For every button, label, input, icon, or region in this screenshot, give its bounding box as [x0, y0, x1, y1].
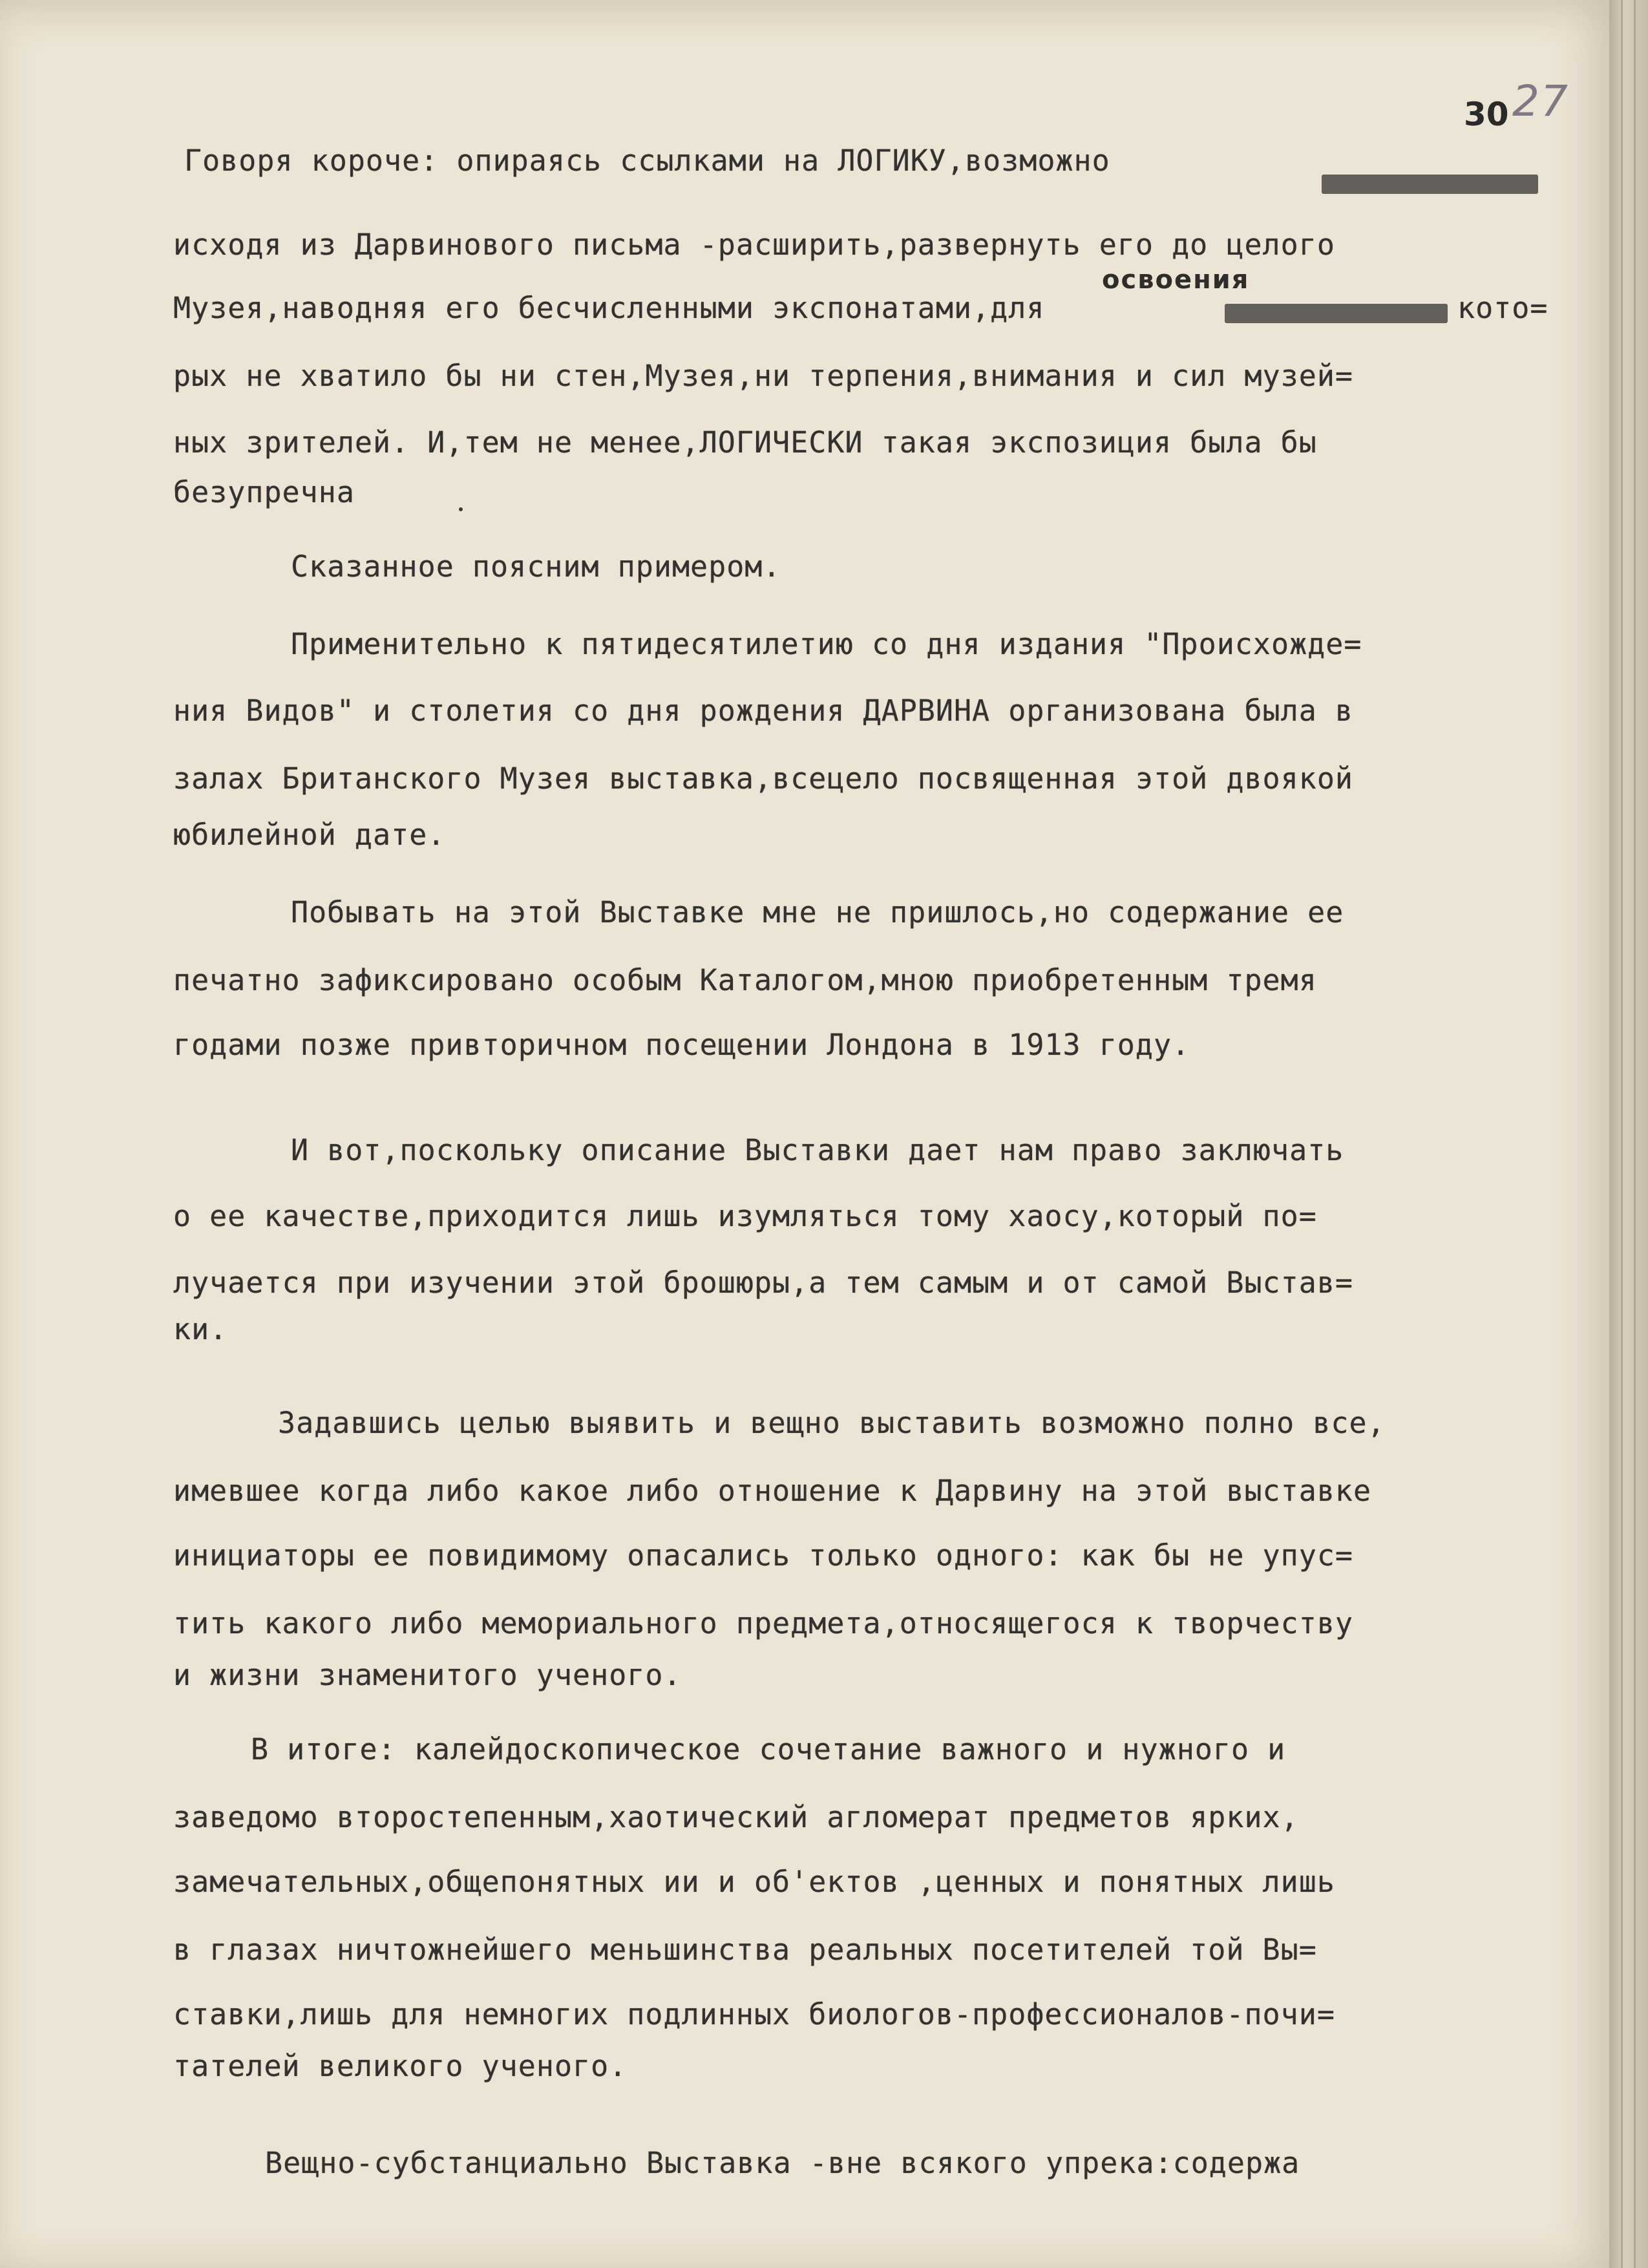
text-line: Вещно-субстанциально Выставка -вне всякого упрека:содержа — [265, 2146, 1300, 2180]
text-line: и жизни знаменитого ученого. — [173, 1658, 682, 1692]
handwritten-page-number: 27 — [1512, 76, 1569, 126]
handwritten-insert: освоения — [1102, 265, 1250, 295]
page-edge-line — [1634, 0, 1636, 2268]
page-number: 30 — [1464, 96, 1509, 133]
text-line: ных зрителей. И,тем не менее,ЛОГИЧЕСКИ такая экспозиция была бы — [173, 425, 1317, 460]
text-line: залах Британского Музея выставка,всецело посвященная этой двоякой — [173, 761, 1353, 796]
text-line: юбилейной дате. — [173, 818, 446, 852]
ink-dot — [459, 507, 463, 511]
text-line: годами позже привторичном посещении Лондона в 1913 году. — [173, 1028, 1190, 1062]
text-line: ставки,лишь для немногих подлинных биологов-профессионалов-почи= — [173, 1997, 1335, 2031]
text-line: в глазах ничтожнейшего меньшинства реальных посетителей той Вы= — [173, 1933, 1317, 1967]
text-line: инициаторы ее повидимому опасались только одного: как бы не упус= — [173, 1538, 1353, 1573]
text-line: безупречна — [173, 475, 355, 509]
text-line: рых не хватило бы ни стен,Музея,ни терпения,внимания и сил музей= — [173, 359, 1353, 393]
text-line: замечательных,общепонятных ии и об'ектов ,ценных и понятных лишь — [173, 1865, 1335, 1899]
text-line: Побывать на этой Выставке мне не пришлось,но содержание ее — [291, 895, 1344, 929]
text-line: Музея,наводняя его бесчисленными экспонатами,для — [173, 291, 1045, 325]
text-line: И вот,поскольку описание Выставки дает нам право заключать — [291, 1133, 1344, 1167]
text-line: имевшее когда либо какое либо отношение к Дарвину на этой выставке — [173, 1474, 1372, 1508]
text-line: Сказанное поясним примером. — [291, 549, 781, 584]
text-line: тателей великого ученого. — [173, 2049, 628, 2083]
page-edge — [1609, 0, 1648, 2268]
text-line-end: кото= — [1457, 291, 1548, 325]
page-edge-line — [1621, 0, 1623, 2268]
text-line: о ее качестве,приходится лишь изумляться тому хаосу,который по= — [173, 1199, 1317, 1233]
text-line: ния Видов" и столетия со дня рождения ДАРВИНА организована была в — [173, 694, 1353, 728]
text-line: заведомо второстепенным,хаотический агломерат предметов ярких, — [173, 1800, 1299, 1834]
strikethrough-mark — [1322, 175, 1538, 194]
text-line: исходя из Дарвинового письма -расширить,развернуть его до целого — [173, 228, 1335, 262]
strikethrough-mark — [1225, 304, 1448, 323]
text-line: ки. — [173, 1312, 228, 1346]
text-line: печатно зафиксировано особым Каталогом,мною приобретенным тремя — [173, 963, 1317, 997]
text-line: тить какого либо мемориального предмета,относящегося к творчеству — [173, 1606, 1353, 1640]
text-line: Задавшись целью выявить и вещно выставить возможно полно все, — [278, 1406, 1386, 1440]
text-line: В итоге: калейдоскопическое сочетание важного и нужного и — [251, 1732, 1286, 1766]
text-line: Говоря короче: опираясь ссылками на ЛОГИКУ,возможно — [184, 143, 1110, 178]
text-line: Применительно к пятидесятилетию со дня издания "Происхожде= — [291, 627, 1362, 661]
text-line: лучается при изучении этой брошюры,а тем самым и от самой Выстав= — [173, 1266, 1353, 1300]
